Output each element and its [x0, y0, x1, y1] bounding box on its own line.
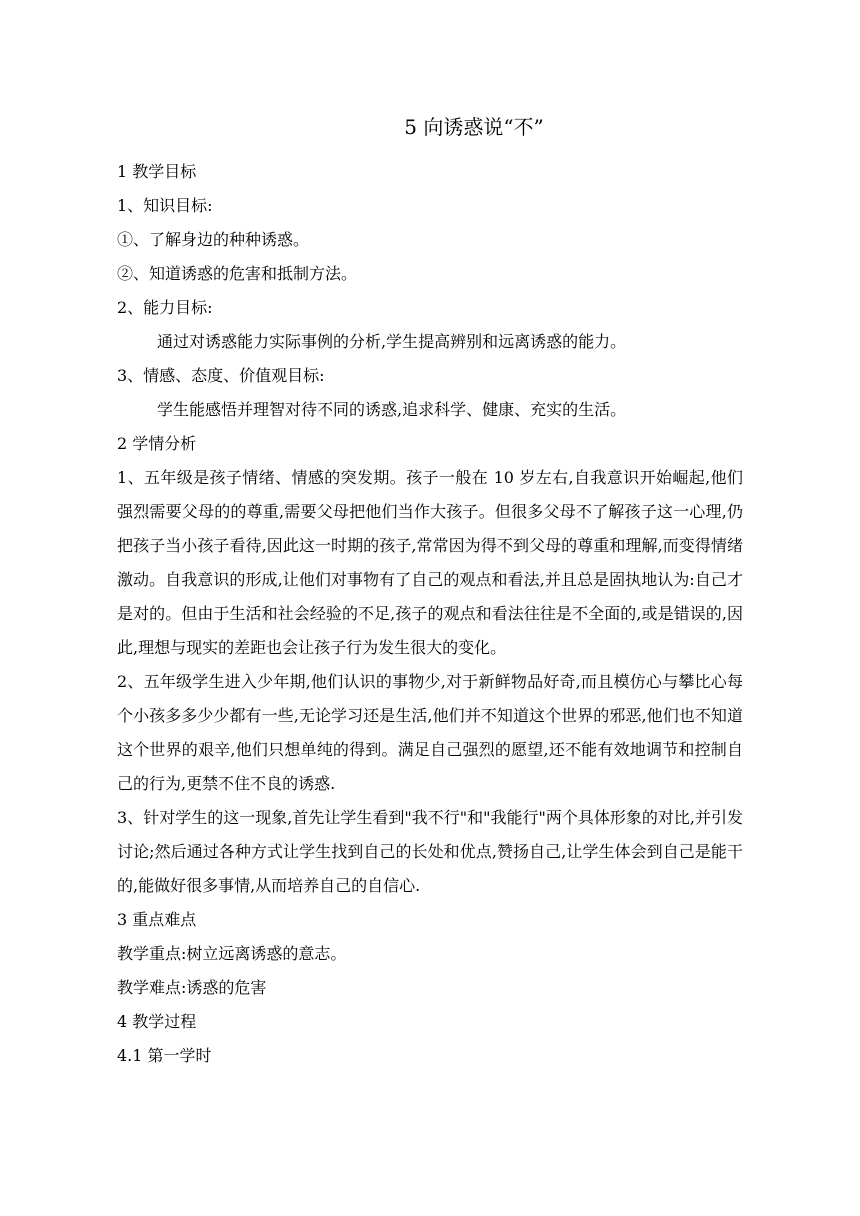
section-heading-teaching-process: 4 教学过程 — [117, 1012, 197, 1031]
section-heading-key-points: 3 重点难点 — [117, 910, 197, 929]
document-title: 5 向诱惑说“不” — [404, 115, 544, 139]
analysis-paragraph-2: 2、五年级学生进入少年期,他们认识的事物少,对于新鲜物品好奇,而且模仿心与攀比心每个小孩多多少少都有一些,无论学习还是生活,他们并不知道这个世界的邪恶,他们也不知道这个世界的艰辛,他们只想单纯的得到。满足自己强烈的愿望,还不能有效地调节和控制自己的行为,更禁不住不良的诱惑. — [117, 672, 743, 793]
analysis-paragraph-3: 3、针对学生的这一现象,首先让学生看到"我不行"和"我能行"两个具体形象的对比,并引发讨论;然后通过各种方式让学生找到自己的长处和优点,赞扬自己,让学生体会到自己是能干的,能做好很多事情,从而培养自己的自信心. — [117, 808, 743, 895]
values-goal-text: 学生能感悟并理智对待不同的诱惑,追求科学、健康、充实的生活。 — [157, 400, 627, 419]
teaching-difficulty: 教学难点:诱惑的危害 — [117, 978, 267, 997]
section-heading-student-analysis: 2 学情分析 — [117, 434, 197, 453]
ability-goal-text: 通过对诱惑能力实际事例的分析,学生提高辨别和远离诱惑的能力。 — [157, 332, 627, 351]
values-goal-heading: 3、情感、态度、价值观目标: — [117, 366, 325, 385]
document-body — [117, 155, 743, 1073]
knowledge-goal-item-1: ①、了解身边的种种诱惑。 — [117, 230, 310, 249]
analysis-paragraph-1: 1、五年级是孩子情绪、情感的突发期。孩子一般在 10 岁左右,自我意识开始崛起,他们强烈需要父母的的尊重,需要父母把他们当作大孩子。但很多父母不了解孩子这一心理,仍把孩子当小孩子看待,因此这一时期的孩子,常常因为得不到父母的尊重和理解,而变得情绪激动。自我意识的形成,让他们对事物有了自己的观点和看法,并且总是固执地认为:自己才是对的。但由于生活和社会经验的不足,孩子的观点和看法往往是不全面的,或是错误的,因此,理想与现实的差距也会让孩子行为发生很大的变化。 — [117, 468, 743, 657]
ability-goal-heading: 2、能力目标: — [117, 298, 213, 317]
knowledge-goal-item-2: ②、知道诱惑的危害和抵制方法。 — [117, 264, 358, 283]
section-heading-teaching-goals: 1 教学目标 — [117, 162, 197, 181]
knowledge-goal-heading: 1、知识目标: — [117, 196, 213, 215]
teaching-key-point: 教学重点:树立远离诱惑的意志。 — [117, 944, 347, 963]
subsection-first-lesson: 4.1 第一学时 — [117, 1046, 212, 1065]
